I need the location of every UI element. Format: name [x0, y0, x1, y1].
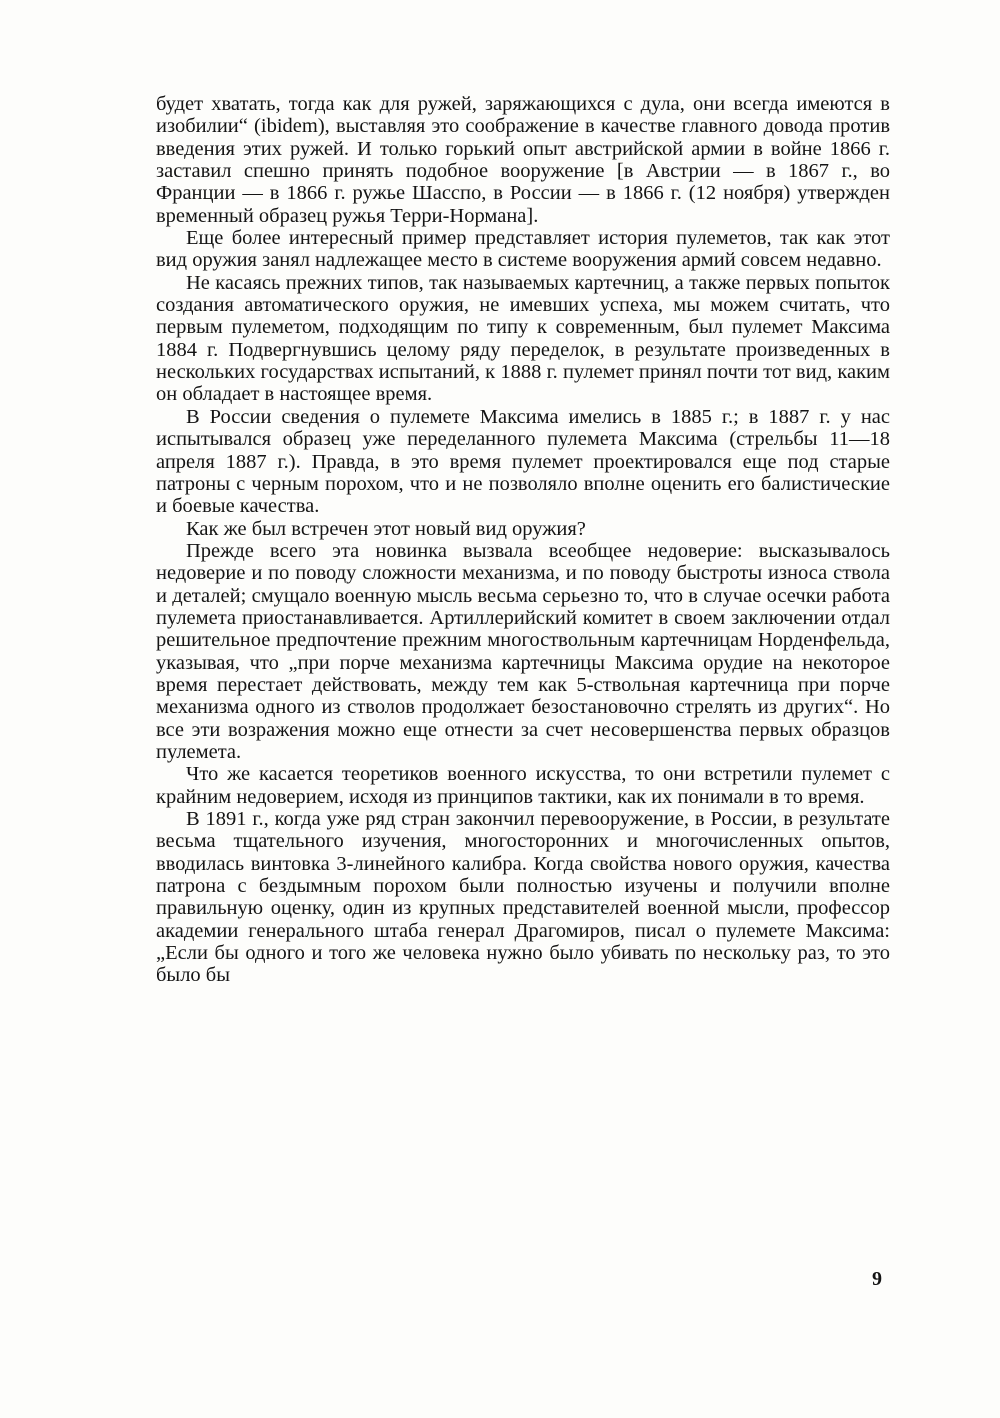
paragraph-russia-1885: В России сведения о пулемете Максима имелись в 1885 г.; в 1887 г. у нас испытывался образец уже переделанного пулемета Максима (стрельбы 11—18 апреля 1887 г.). Правда, в это время пулемет проектировался еще под старые патроны с черным порохом, что и не позволяло вполне оценить его балистические и боевые качества.	[156, 405, 890, 518]
paragraph-continued: будет хватать, тогда как для ружей, заряжающихся с дула, они всегда имеются в изобилии“ (ibidem), выставляя это соображение в качестве главного довода против введения этих ружей. И только горький опыт австрийской армии в войне 1866 г. заставил спешно принять подобное вооружение [в Австрии — в 1867 г., во Франции — в 1866 г. ружье Шасспо, в России — в 1866 г. (12 ноября) утвержден временный образец ружья Терри-Нормана].	[156, 93, 890, 227]
paragraph-distrust: Прежде всего эта новинка вызвала всеобщее недоверие: высказывалось недоверие и по поводу сложности механизма, и по поводу быстроты износа ствола и деталей; смущало военную мысль весьма серьезно то, что в случае осечки работа пулемета приостанавливается. Артиллерийский комитет в своем заключении отдал решительное предпочтение прежним многоствольным картечницам Норденфельда, указывая, что „при порче механизма картечницы Максима орудие на некоторое время перестает действовать, между тем как 5-ствольная картечница при порче механизма одного из стволов продолжает безостановочно стрелять из других“. Но все эти возражения можно еще отнести за счет несовершенства первых образцов пулемета.	[156, 539, 890, 763]
body-text	[156, 93, 890, 987]
paragraph-1891: В 1891 г., когда уже ряд стран закончил перевооружение, в России, в результате весьма тщательного изучения, многосторонних и многочисленных опытов, вводилась винтовка 3-линейного калибра. Когда свойства нового оружия, качества патрона с бездымным порохом были полностью изучены и получили вполне правильную оценку, один из крупных представителей военной мысли, профессор академии генерального штаба генерал Драгомиров, писал о пулемете Максима: „Если бы одного и того же человека нужно было убивать по нескольку раз, то это было бы	[156, 808, 890, 987]
paragraph-theorists: Что же касается теоретиков военного искусства, то они встретили пулемет с крайним недоверием, исходя из принципов тактики, как их понимали в то время.	[156, 763, 890, 808]
paragraph-question: Как же был встречен этот новый вид оружия?	[186, 517, 586, 540]
page-number: 9	[872, 1268, 882, 1290]
paragraph-machine-gun-history: Еще более интересный пример представляет история пулеметов, так как этот вид оружия занял надлежащее место в системе вооружения армий совсем недавно.	[156, 227, 890, 272]
paragraph-maxim-1884: Не касаясь прежних типов, так называемых картечниц, а также первых попыток создания автоматического оружия, не имевших успеха, мы можем считать, что первым пулеметом, подходящим по типу к современным, был пулемет Максима 1884 г. Подвергнувшись целому ряду переделок, в результате произведенных в нескольких государствах испытаний, к 1888 г. пулемет принял почти тот вид, каким он обладает в настоящее время.	[156, 271, 890, 406]
